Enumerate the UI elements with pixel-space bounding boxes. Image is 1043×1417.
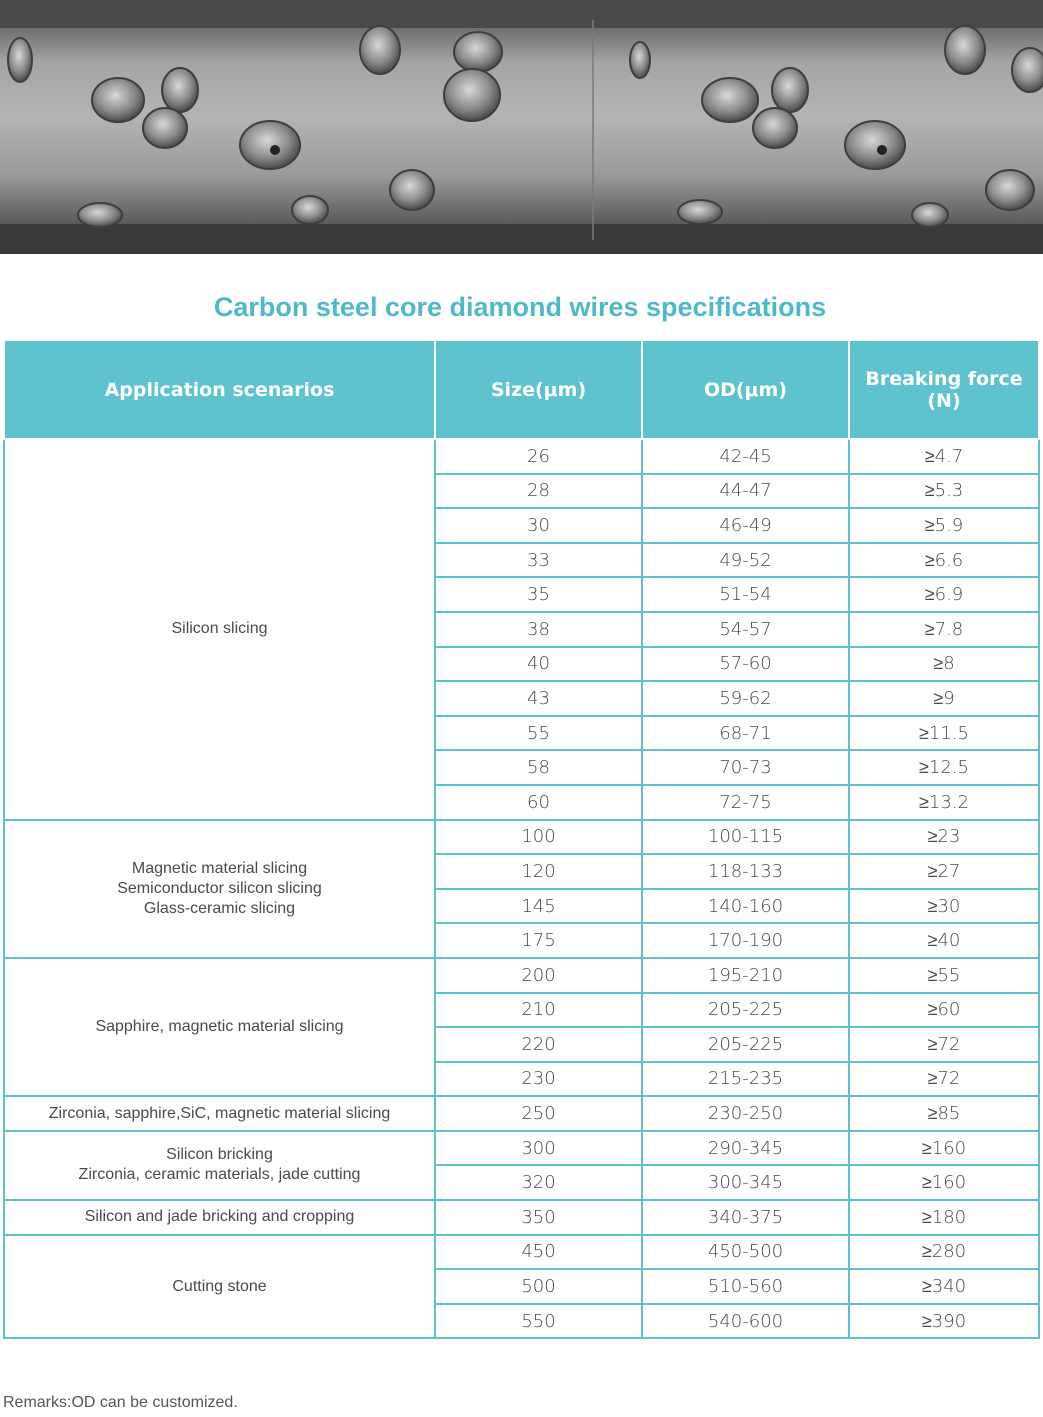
breaking-force-cell: ≥6.9 — [849, 577, 1039, 612]
breaking-force-cell: ≥390 — [849, 1304, 1039, 1339]
table-row — [4, 1096, 1039, 1131]
application-scenario-line: Silicon and jade bricking and cropping — [84, 1208, 355, 1226]
size-cell: 26 — [435, 439, 642, 474]
od-cell: 195-210 — [642, 958, 849, 993]
od-cell: 300-345 — [642, 1165, 849, 1200]
size-cell: 300 — [435, 1131, 642, 1166]
size-cell: 43 — [435, 681, 642, 716]
od-cell: 140-160 — [642, 889, 849, 924]
application-scenario-line: Magnetic material slicing — [131, 859, 308, 877]
table-row — [4, 1235, 1039, 1270]
od-cell: 450-500 — [642, 1235, 849, 1270]
od-cell: 230-250 — [642, 1096, 849, 1131]
page-title: Carbon steel core diamond wires specifications — [213, 292, 827, 322]
breaking-force-cell: ≥5.9 — [849, 508, 1039, 543]
size-cell: 60 — [435, 785, 642, 820]
size-cell: 250 — [435, 1096, 642, 1131]
breaking-force-cell: ≥27 — [849, 854, 1039, 889]
od-cell: 100-115 — [642, 820, 849, 855]
breaking-force-cell: ≥5.3 — [849, 474, 1039, 509]
od-cell: 205-225 — [642, 993, 849, 1028]
application-scenario-line: Glass-ceramic slicing — [143, 899, 296, 917]
size-cell: 230 — [435, 1062, 642, 1097]
breaking-force-cell: ≥9 — [849, 681, 1039, 716]
breaking-force-cell: ≥72 — [849, 1027, 1039, 1062]
breaking-force-cell: ≥6.6 — [849, 543, 1039, 578]
application-scenario-cell — [4, 1131, 435, 1200]
header-application-scenarios: Application scenarios — [4, 340, 435, 439]
breaking-force-cell: ≥12.5 — [849, 750, 1039, 785]
application-scenario-cell — [4, 820, 435, 958]
size-cell: 40 — [435, 647, 642, 682]
size-cell: 550 — [435, 1304, 642, 1339]
breaking-force-cell: ≥280 — [849, 1235, 1039, 1270]
size-cell: 210 — [435, 993, 642, 1028]
breaking-force-cell: ≥30 — [849, 889, 1039, 924]
od-cell: 49-52 — [642, 543, 849, 578]
od-cell: 59-62 — [642, 681, 849, 716]
header-breaking-force: Breaking force (N) — [849, 340, 1039, 439]
od-cell: 70-73 — [642, 750, 849, 785]
od-cell: 290-345 — [642, 1131, 849, 1166]
size-cell: 55 — [435, 716, 642, 751]
breaking-force-cell: ≥85 — [849, 1096, 1039, 1131]
application-scenario-cell — [4, 958, 435, 1096]
breaking-force-cell: ≥4.7 — [849, 439, 1039, 474]
specifications-table — [3, 339, 1040, 1339]
breaking-force-cell: ≥11.5 — [849, 716, 1039, 751]
size-cell: 30 — [435, 508, 642, 543]
table-row — [4, 1200, 1039, 1235]
od-cell: 57-60 — [642, 647, 849, 682]
breaking-force-cell: ≥160 — [849, 1165, 1039, 1200]
breaking-force-cell: ≥23 — [849, 820, 1039, 855]
size-cell: 175 — [435, 923, 642, 958]
application-scenario-cell — [4, 439, 435, 820]
diamond-wire-micrograph — [0, 0, 1043, 254]
table-body — [4, 439, 1039, 1338]
size-cell: 38 — [435, 612, 642, 647]
header-size: Size(μm) — [435, 340, 642, 439]
od-cell: 46-49 — [642, 508, 849, 543]
breaking-force-cell: ≥160 — [849, 1131, 1039, 1166]
size-cell: 35 — [435, 577, 642, 612]
table-row — [4, 820, 1039, 855]
application-scenario-line: Sapphire, magnetic material slicing — [95, 1018, 344, 1036]
od-cell: 540-600 — [642, 1304, 849, 1339]
breaking-force-cell: ≥40 — [849, 923, 1039, 958]
size-cell: 145 — [435, 889, 642, 924]
breaking-force-cell: ≥180 — [849, 1200, 1039, 1235]
od-cell: 68-71 — [642, 716, 849, 751]
od-cell: 54-57 — [642, 612, 849, 647]
od-cell: 170-190 — [642, 923, 849, 958]
size-cell: 220 — [435, 1027, 642, 1062]
application-scenario-cell — [4, 1096, 435, 1131]
size-cell: 350 — [435, 1200, 642, 1235]
od-cell: 118-133 — [642, 854, 849, 889]
breaking-force-cell: ≥60 — [849, 993, 1039, 1028]
table-row — [4, 439, 1039, 474]
size-cell: 33 — [435, 543, 642, 578]
application-scenario-line: Semiconductor silicon slicing — [117, 879, 322, 897]
breaking-force-cell: ≥7.8 — [849, 612, 1039, 647]
table-header-row — [4, 340, 1039, 439]
breaking-force-cell: ≥72 — [849, 1062, 1039, 1097]
od-cell: 44-47 — [642, 474, 849, 509]
application-scenario-line: Silicon bricking — [166, 1146, 273, 1164]
size-cell: 100 — [435, 820, 642, 855]
table-row — [4, 958, 1039, 993]
application-scenario-line: Zirconia, sapphire,SiC, magnetic material slicing — [48, 1104, 391, 1122]
breaking-force-cell: ≥340 — [849, 1269, 1039, 1304]
od-cell: 205-225 — [642, 1027, 849, 1062]
breaking-force-cell: ≥8 — [849, 647, 1039, 682]
od-cell: 340-375 — [642, 1200, 849, 1235]
remarks-note: Remarks:OD can be customized. — [3, 1394, 238, 1411]
od-cell: 72-75 — [642, 785, 849, 820]
size-cell: 58 — [435, 750, 642, 785]
size-cell: 28 — [435, 474, 642, 509]
application-scenario-line: Silicon slicing — [171, 620, 268, 638]
od-cell: 215-235 — [642, 1062, 849, 1097]
table-row — [4, 1131, 1039, 1166]
od-cell: 510-560 — [642, 1269, 849, 1304]
header-od: OD(μm) — [642, 340, 849, 439]
size-cell: 500 — [435, 1269, 642, 1304]
breaking-force-cell: ≥13.2 — [849, 785, 1039, 820]
application-scenario-cell — [4, 1200, 435, 1235]
od-cell: 42-45 — [642, 439, 849, 474]
size-cell: 120 — [435, 854, 642, 889]
application-scenario-line: Cutting stone — [172, 1277, 267, 1295]
size-cell: 200 — [435, 958, 642, 993]
size-cell: 450 — [435, 1235, 642, 1270]
breaking-force-cell: ≥55 — [849, 958, 1039, 993]
application-scenario-cell — [4, 1235, 435, 1339]
od-cell: 51-54 — [642, 577, 849, 612]
application-scenario-line: Zirconia, ceramic materials, jade cutting — [78, 1166, 361, 1184]
size-cell: 320 — [435, 1165, 642, 1200]
